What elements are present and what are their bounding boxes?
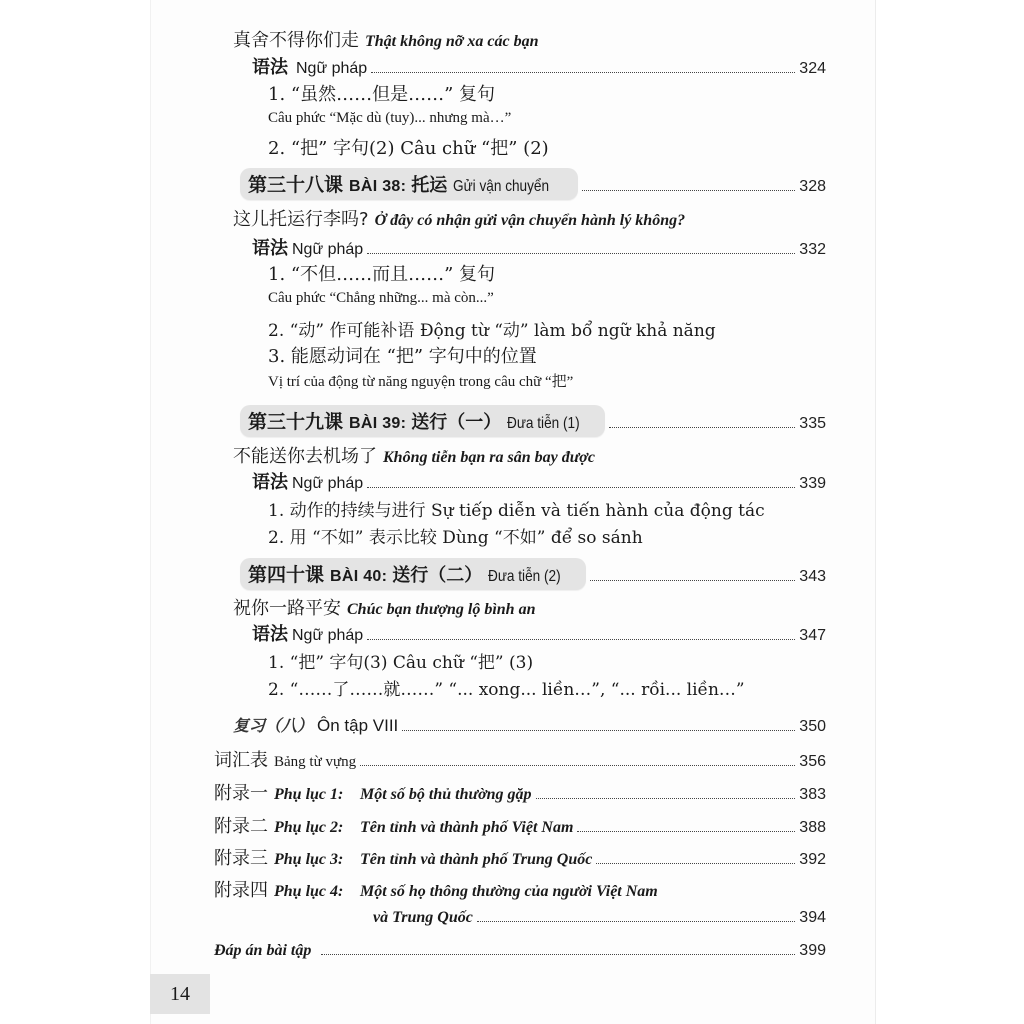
page-ref: 335 bbox=[799, 415, 826, 432]
toc-entry-appendix-1[interactable]: 附录一 Phụ lục 1: Một số bộ thủ thường gặp 383 bbox=[214, 783, 826, 804]
lesson-header-pill: 第三十八课 BÀI 38: 托运 Gửi vận chuyển bbox=[240, 168, 578, 200]
lesson-title-vi: Thật không nỡ xa các bạn bbox=[365, 33, 539, 50]
toc-entry-grammar[interactable]: 语法 Ngữ pháp 339 bbox=[252, 472, 826, 493]
grammar-item: Vị trí của động từ năng nguyện trong câu chữ “把” bbox=[268, 374, 574, 390]
lesson-title-row: 不能送你去机场了 Không tiễn bạn ra sân bay được bbox=[233, 446, 595, 467]
page-ref: 388 bbox=[799, 819, 826, 836]
page-ref: 328 bbox=[799, 178, 826, 195]
dot-leader bbox=[321, 954, 795, 955]
toc-entry-lesson-40[interactable] bbox=[240, 558, 826, 590]
grammar-item: 2. “把” 字句(2) Câu chữ “把” (2) bbox=[268, 138, 549, 159]
page-ref: 392 bbox=[799, 851, 826, 868]
page-ref: 343 bbox=[799, 568, 826, 585]
toc-entry-grammar[interactable]: 语法 Ngữ pháp 324 bbox=[252, 57, 826, 78]
page-ref: 324 bbox=[799, 60, 826, 77]
toc-entry-appendix-4-cont[interactable]: và Trung Quốc 394 bbox=[373, 909, 826, 926]
toc-entry-lesson-39[interactable] bbox=[240, 405, 826, 437]
dot-leader bbox=[590, 580, 796, 581]
lesson-header-pill: 第四十课 BÀI 40: 送行（二） Đưa tiễn (2) bbox=[240, 558, 586, 590]
toc-entry-appendix-2[interactable]: 附录二 Phụ lục 2: Tên tỉnh và thành phố Việt Nam 388 bbox=[214, 816, 826, 837]
grammar-item: 1. “把” 字句(3) Câu chữ “把” (3) bbox=[268, 653, 534, 673]
lesson-header-pill: 第三十九课 BÀI 39: 送行（一） Đưa tiễn (1) bbox=[240, 405, 605, 437]
dot-leader bbox=[577, 831, 795, 832]
dot-leader bbox=[367, 487, 795, 488]
page-ref: 394 bbox=[799, 909, 826, 926]
page-ref: 399 bbox=[799, 942, 826, 959]
grammar-item: 2. “动” 作可能补语 Động từ “动” làm bổ ngữ khả năng bbox=[268, 321, 716, 341]
lesson-title-row bbox=[233, 26, 1024, 52]
toc-entry-grammar[interactable]: 语法 Ngữ pháp 347 bbox=[252, 624, 826, 645]
toc-entry-appendix-4[interactable]: 附录四 Phụ lục 4: Một số họ thông thường của người Việt Nam bbox=[214, 880, 658, 901]
grammar-item: 3. 能愿动词在 “把” 字句中的位置 bbox=[268, 346, 537, 367]
grammar-item: 1. 动作的持续与进行 Sự tiếp diễn và tiến hành của động tác bbox=[268, 501, 765, 521]
lesson-title-row: 祝你一路平安 Chúc bạn thượng lộ bình an bbox=[233, 598, 536, 619]
toc-entry-answers[interactable]: Đáp án bài tập 399 bbox=[214, 942, 826, 959]
toc-entry-review[interactable]: 复习（八） Ôn tập VIII 350 bbox=[233, 716, 826, 735]
toc-entry-appendix-3[interactable]: 附录三 Phụ lục 3: Tên tỉnh và thành phố Trung Quốc 392 bbox=[214, 848, 826, 869]
grammar-item: Câu phức “Chẳng những... mà còn...” bbox=[268, 290, 494, 306]
page-ref: 332 bbox=[799, 241, 826, 258]
dot-leader bbox=[536, 798, 796, 799]
grammar-item: 1. “虽然……但是……” 复句 bbox=[268, 84, 496, 105]
toc-entry-lesson-38[interactable] bbox=[240, 168, 826, 200]
grammar-item: 2. 用 “不如” 表示比较 Dùng “不如” để so sánh bbox=[268, 528, 643, 548]
dot-leader bbox=[367, 639, 795, 640]
page-ref: 383 bbox=[799, 786, 826, 803]
dot-leader bbox=[609, 427, 796, 428]
dot-leader bbox=[367, 253, 795, 254]
toc-entry-grammar[interactable]: 语法 Ngữ pháp 332 bbox=[252, 238, 826, 259]
toc-entry-vocabulary[interactable]: 词汇表 Bảng từ vựng 356 bbox=[214, 750, 826, 771]
lesson-title-row: 这儿托运行李吗? Ở đây có nhận gửi vận chuyển hành lý không? bbox=[233, 209, 686, 230]
page-ref: 347 bbox=[799, 627, 826, 644]
dot-leader bbox=[371, 72, 795, 73]
page-number: 14 bbox=[150, 974, 210, 1014]
page-ref: 339 bbox=[799, 475, 826, 492]
grammar-item: 2. “……了……就……” “... xong... liền…”, “... rồi... liền…” bbox=[268, 680, 745, 700]
dot-leader bbox=[402, 730, 795, 731]
dot-leader bbox=[582, 190, 795, 191]
grammar-item: Câu phức “Mặc dù (tuy)... nhưng mà…” bbox=[268, 110, 512, 126]
dot-leader bbox=[477, 921, 795, 922]
page-ref: 350 bbox=[799, 718, 826, 735]
dot-leader bbox=[596, 863, 795, 864]
dot-leader bbox=[360, 765, 795, 766]
lesson-title-cn: 真舍不得你们走 bbox=[233, 30, 359, 51]
page-ref: 356 bbox=[799, 753, 826, 770]
grammar-item: 1. “不但……而且……” 复句 bbox=[268, 264, 496, 285]
